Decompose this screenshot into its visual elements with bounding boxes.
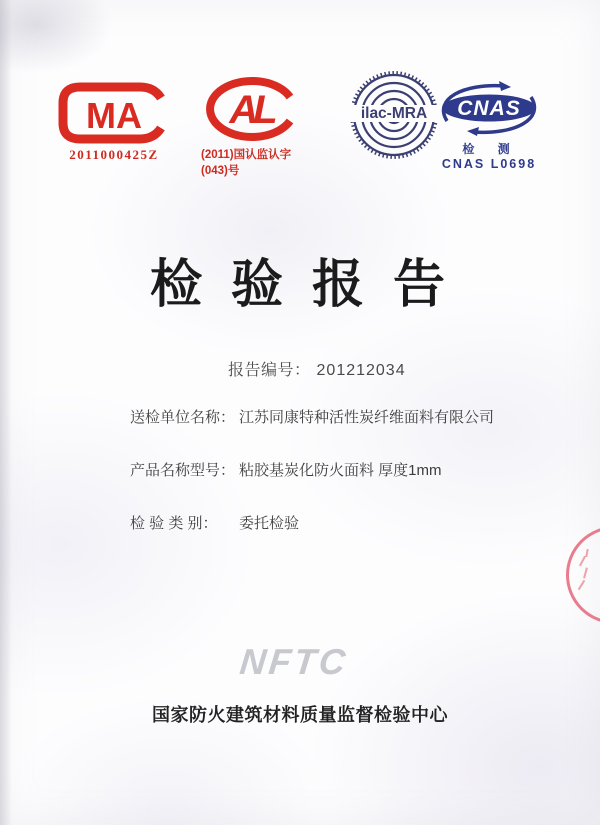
report-title: 检验报告 bbox=[150, 256, 475, 314]
field-value: 粘胶基炭化防火面料 厚度1mm bbox=[239, 462, 442, 479]
ilac-mra-icon bbox=[349, 70, 439, 160]
field-value: 江苏同康特种活性炭纤维面料有限公司 bbox=[239, 409, 495, 426]
cma-certification-logo bbox=[54, 82, 174, 163]
cal-certification-logo bbox=[201, 76, 301, 178]
cal-certificate-number: (2011)国认监认字(043)号 bbox=[201, 149, 292, 177]
cma-mark-icon bbox=[58, 82, 170, 144]
field-label: 产品名称型号： bbox=[130, 462, 236, 479]
field-label: 送检单位名称： bbox=[130, 409, 236, 426]
cnas-mark-icon bbox=[439, 80, 539, 138]
nftc-watermark: NFTC bbox=[237, 641, 351, 682]
field-value: 委托检验 bbox=[239, 515, 300, 532]
report-number-value: 201212034 bbox=[316, 362, 406, 379]
cnas-lab-code: CNAS L0698 bbox=[441, 157, 537, 171]
field-label: 检 验 类 别： bbox=[130, 515, 218, 532]
cnas-accreditation-logo bbox=[436, 80, 542, 171]
field-row-inspection-type bbox=[130, 512, 299, 533]
ilac-mra-logo bbox=[348, 70, 440, 160]
report-number-label: 报告编号： bbox=[228, 362, 311, 379]
field-row-client bbox=[130, 406, 494, 427]
cnas-caption-testing: 检 测 bbox=[462, 142, 516, 156]
ilac-mra-label: ilac-MRA bbox=[360, 105, 428, 122]
field-row-product bbox=[130, 459, 442, 480]
red-seal-stamp bbox=[553, 514, 600, 630]
issuing-center-name: 国家防火建筑材料质量监督检验中心 bbox=[152, 705, 448, 725]
cal-letters: AL bbox=[229, 88, 273, 132]
report-number-row bbox=[228, 357, 406, 380]
cma-letters: MA bbox=[86, 95, 142, 136]
cnas-letters: CNAS bbox=[457, 97, 521, 120]
cal-mark-icon bbox=[204, 76, 298, 142]
cma-certificate-number: 2011000425Z bbox=[69, 147, 159, 162]
